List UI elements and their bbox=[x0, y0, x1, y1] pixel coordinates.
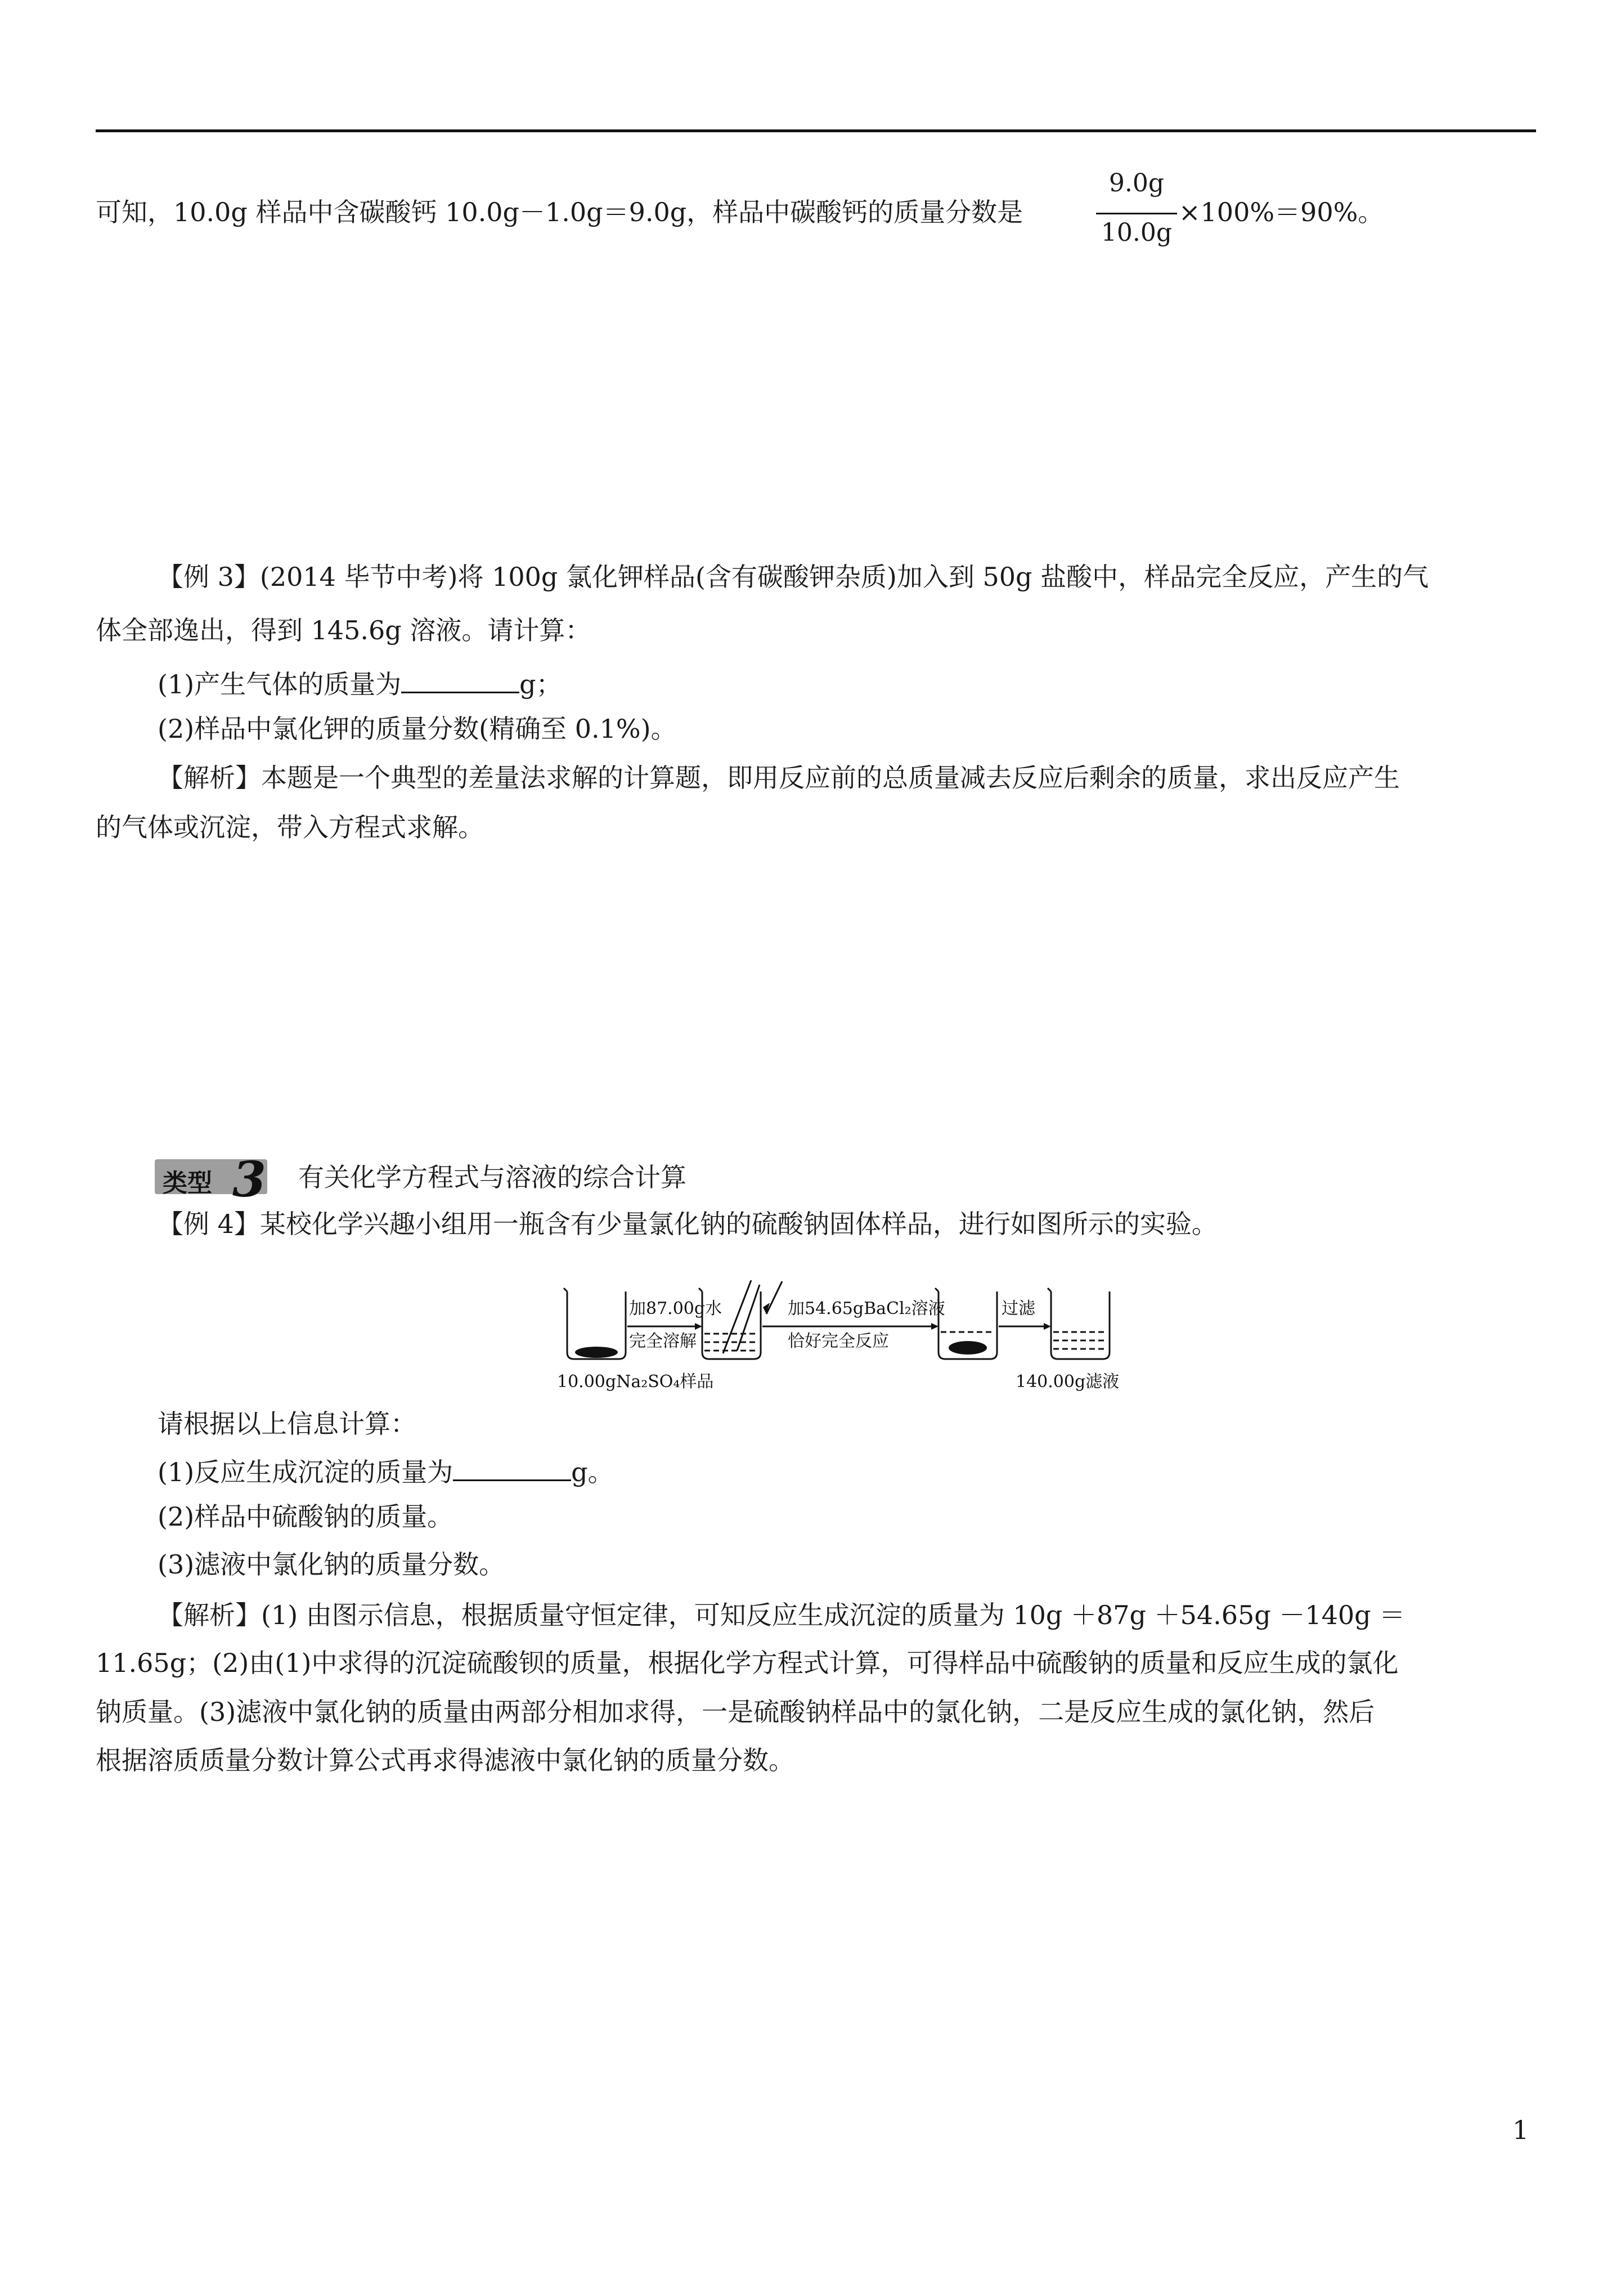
type-badge bbox=[155, 1151, 267, 1208]
example4-analysis-line1: 【解析】(1) 由图示信息，根据质量守恒定律，可知反应生成沉淀的质量为 10g ＋87g ＋54.65g －140g ＝ bbox=[158, 1600, 1406, 1630]
example4-question1-unit: g。 bbox=[571, 1457, 614, 1487]
experiment-diagram bbox=[557, 1280, 1125, 1398]
example3-question1-unit: g； bbox=[519, 669, 562, 699]
fraction-bar bbox=[1096, 213, 1177, 214]
type-badge-label: 类型 bbox=[163, 1169, 212, 1198]
answer-blank bbox=[453, 1455, 571, 1481]
example3-question1-text: (1)产生气体的质量为 bbox=[158, 669, 402, 699]
step1-bottom-label: 完全溶解 bbox=[629, 1331, 697, 1351]
example4-intro: 【例 4】某校化学兴趣小组用一瓶含有少量氯化钠的硫酸钠固体样品，进行如图所示的实验。 bbox=[158, 1209, 1218, 1239]
header-rule bbox=[96, 129, 1536, 132]
example4-question1 bbox=[158, 1455, 614, 1489]
step2-bottom-label: 恰好完全反应 bbox=[788, 1331, 889, 1351]
step2-top-label: 加54.65gBaCl₂溶液 bbox=[788, 1299, 945, 1319]
fraction-numerator: 9.0g bbox=[1108, 169, 1165, 198]
step3-top-label: 过滤 bbox=[1002, 1299, 1035, 1319]
result-sentence-start: 可知，10.0g 样品中含碳酸钙 10.0g－1.0g＝9.0g，样品中碳酸钙的质量分数是 bbox=[96, 197, 1023, 227]
example3-line1: 【例 3】(2014 毕节中考)将 100g 氯化钾样品(含有碳酸钾杂质)加入到 50g 盐酸中，样品完全反应，产生的气 bbox=[158, 562, 1429, 592]
example4-analysis-line2: 11.65g；(2)由(1)中求得的沉淀硫酸钡的质量，根据化学方程式计算，可得样品中硫酸钠的质量和反应生成的氯化 bbox=[96, 1648, 1399, 1678]
solid-sample bbox=[575, 1347, 618, 1358]
precipitate bbox=[949, 1341, 987, 1355]
answer-blank bbox=[401, 667, 519, 693]
page-number: 1 bbox=[1512, 2115, 1529, 2145]
example4-analysis-line4: 根据溶质质量分数计算公式再求得滤液中氯化钠的质量分数。 bbox=[96, 1745, 794, 1775]
example3-question1 bbox=[158, 667, 562, 701]
example3-line2: 体全部逸出，得到 145.6g 溶液。请计算： bbox=[96, 615, 591, 645]
example3-question2: (2)样品中氯化钾的质量分数(精确至 0.1%)。 bbox=[158, 714, 677, 744]
filtrate-label: 140.00g滤液 bbox=[1016, 1372, 1120, 1392]
example4-question2: (2)样品中硫酸钠的质量。 bbox=[158, 1501, 453, 1532]
example4-question1-text: (1)反应生成沉淀的质量为 bbox=[158, 1457, 453, 1487]
example4-prompt: 请根据以上信息计算： bbox=[158, 1409, 416, 1439]
example4-analysis-line3: 钠质量。(3)滤液中氯化钠的质量由两部分相加求得，一是硫酸钠样品中的氯化钠，二是反应生成的氯化钠，然后 bbox=[96, 1697, 1375, 1727]
result-sentence bbox=[96, 195, 1023, 229]
example3-analysis-line2: 的气体或沉淀，带入方程式求解。 bbox=[96, 812, 484, 842]
step1-top-label: 加87.00g水 bbox=[629, 1299, 722, 1319]
example4-question3: (3)滤液中氯化钠的质量分数。 bbox=[158, 1549, 505, 1580]
type3-title: 有关化学方程式与溶液的综合计算 bbox=[298, 1162, 686, 1192]
fraction-denominator: 10.0g bbox=[1101, 218, 1173, 247]
sample-label: 10.00gNa₂SO₄样品 bbox=[557, 1372, 714, 1392]
example3-analysis-line1: 【解析】本题是一个典型的差量法求解的计算题，即用反应前的总质量减去反应后剩余的质量，求出反应产生 bbox=[158, 763, 1400, 793]
type-badge-number: 3 bbox=[232, 1151, 266, 1208]
result-sentence-end: ×100%＝90%。 bbox=[1179, 197, 1384, 227]
